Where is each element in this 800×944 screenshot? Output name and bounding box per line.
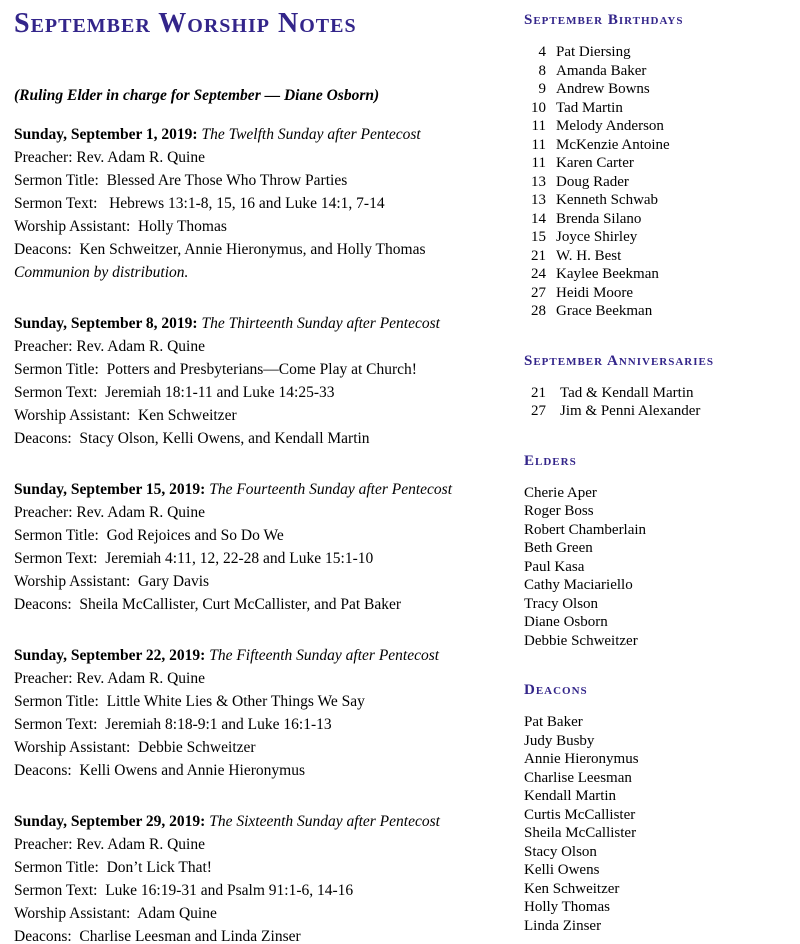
birthday-row	[524, 210, 786, 229]
deacon-name: Ken Schweitzer	[524, 880, 620, 897]
deacon-name: Judy Busby	[524, 732, 595, 749]
anniversary-name: Tad & Kendall Martin	[560, 384, 694, 401]
birthday-day: 14	[531, 210, 546, 227]
deacon-name: Kendall Martin	[524, 788, 617, 804]
service-deacons: Deacons: Kelli Owens and Annie Hieronymus	[14, 762, 305, 779]
deacon-name: Curtis McCallister	[524, 806, 636, 823]
service-sermon-text: Sermon Text: Jeremiah 8:18-9:1 and Luke 16:1-13	[14, 716, 332, 733]
deacon-name: Kelli Owens	[524, 862, 600, 878]
service-sermon-title: Sermon Title: Little White Lies & Other Things We Say	[14, 693, 365, 710]
service-sermon-title: Sermon Title: God Rejoices and So Do We	[14, 527, 284, 544]
deacon-name: Linda Zinser	[524, 917, 602, 934]
birthday-name: Andrew Bowns	[556, 81, 650, 97]
service-heading	[14, 123, 512, 146]
birthday-name: Kenneth Schwab	[556, 192, 659, 208]
birthday-name: McKenzie Antoine	[556, 136, 670, 153]
birthday-row	[524, 62, 786, 81]
service-sermon-text: Sermon Text: Jeremiah 18:1-11 and Luke 14:25-33	[14, 384, 335, 401]
birthday-day: 10	[531, 99, 546, 116]
service-deacons: Deacons: Sheila McCallister, Curt McCallister, and Pat Baker	[14, 596, 402, 613]
service-entry	[14, 478, 512, 616]
service-heading	[14, 644, 512, 667]
birthdays-list	[524, 43, 786, 321]
anniversaries-heading: September Anniversaries	[524, 352, 714, 369]
service-date: Sunday, September 8, 2019:	[14, 315, 198, 332]
birthday-row	[524, 284, 786, 303]
birthdays-heading: September Birthdays	[524, 12, 684, 28]
birthday-name: Tad Martin	[556, 99, 623, 116]
elder-name: Diane Osborn	[524, 614, 608, 630]
anniversary-row	[524, 402, 786, 421]
service-sermon-text: Sermon Text: Luke 16:19-31 and Psalm 91:1-6, 14-16	[14, 882, 354, 899]
page-title: September Worship Notes	[14, 8, 357, 39]
birthday-day: 4	[538, 44, 546, 60]
birthday-row	[524, 80, 786, 99]
service-heading	[14, 810, 512, 833]
birthday-day: 15	[531, 229, 546, 245]
birthday-name: Amanda Baker	[556, 62, 647, 79]
service-date: Sunday, September 1, 2019:	[14, 126, 198, 143]
deacon-name: Charlise Leesman	[524, 769, 632, 786]
birthday-day: 8	[538, 62, 546, 79]
birthday-row	[524, 173, 786, 192]
birthday-name: Heidi Moore	[556, 284, 634, 301]
service-sermon-title: Sermon Title: Potters and Presbyterians—Come Play at Church!	[14, 361, 417, 378]
birthday-day: 11	[531, 136, 546, 153]
service-preacher: Preacher: Rev. Adam R. Quine	[14, 338, 205, 355]
service-worship-assistant: Worship Assistant: Debbie Schweitzer	[14, 739, 256, 756]
service-entry	[14, 312, 512, 450]
birthday-name: Grace Beekman	[556, 303, 653, 319]
birthday-name: Brenda Silano	[556, 210, 642, 227]
service-worship-assistant: Worship Assistant: Holly Thomas	[14, 218, 227, 235]
anniversary-day: 21	[531, 384, 546, 401]
service-sermon-text: Sermon Text: Hebrews 13:1-8, 15, 16 and Luke 14:1, 7-14	[14, 195, 385, 212]
service-date: Sunday, September 22, 2019:	[14, 647, 206, 664]
service-worship-assistant: Worship Assistant: Gary Davis	[14, 573, 210, 590]
elder-name: Debbie Schweitzer	[524, 632, 638, 649]
birthday-row	[524, 117, 786, 136]
service-heading	[14, 312, 512, 335]
deacon-name: Pat Baker	[524, 714, 583, 730]
deacons-heading: Deacons	[524, 682, 588, 698]
worship-notes-column	[14, 8, 512, 944]
sidebar-column	[524, 8, 786, 936]
deacon-name: Holly Thomas	[524, 899, 610, 915]
deacons-list	[524, 713, 786, 935]
service-deacons: Deacons: Stacy Olson, Kelli Owens, and Kendall Martin	[14, 430, 370, 447]
service-preacher: Preacher: Rev. Adam R. Quine	[14, 836, 205, 853]
service-sermon-text: Sermon Text: Jeremiah 4:11, 12, 22-28 and Luke 15:1-10	[14, 550, 374, 567]
elders-list	[524, 484, 786, 651]
birthday-day: 21	[531, 247, 546, 264]
elder-name: Tracy Olson	[524, 595, 599, 612]
anniversary-day: 27	[531, 403, 546, 419]
elder-name: Cherie Aper	[524, 484, 597, 501]
elder-name: Beth Green	[524, 540, 593, 556]
service-date: Sunday, September 15, 2019:	[14, 481, 206, 498]
elder-name: Paul Kasa	[524, 558, 585, 575]
birthday-name: Melody Anderson	[556, 118, 664, 134]
anniversary-name: Jim & Penni Alexander	[560, 403, 701, 419]
birthday-row	[524, 191, 786, 210]
elder-name: Robert Chamberlain	[524, 521, 647, 538]
service-deacons: Deacons: Ken Schweitzer, Annie Hieronymus, and Holly Thomas	[14, 241, 426, 258]
service-sermon-title: Sermon Title: Don’t Lick That!	[14, 859, 212, 876]
service-preacher: Preacher: Rev. Adam R. Quine	[14, 149, 205, 166]
birthday-day: 27	[531, 284, 546, 301]
birthday-day: 11	[531, 118, 546, 134]
elder-name: Cathy Maciariello	[524, 577, 633, 593]
birthday-row	[524, 247, 786, 266]
birthday-row	[524, 99, 786, 118]
service-worship-assistant: Worship Assistant: Adam Quine	[14, 905, 217, 922]
ruling-elder-note: (Ruling Elder in charge for September — Diane Osborn)	[14, 87, 380, 104]
birthday-row	[524, 43, 786, 62]
service-entry	[14, 644, 512, 782]
birthday-row	[524, 154, 786, 173]
birthday-row	[524, 136, 786, 155]
birthday-day: 11	[531, 155, 546, 171]
service-communion-note: Communion by distribution.	[14, 264, 189, 281]
deacon-name: Annie Hieronymus	[524, 751, 639, 767]
service-deacons: Deacons: Charlise Leesman and Linda Zinser	[14, 928, 301, 944]
service-sunday-name: The Sixteenth Sunday after Pentecost	[209, 813, 440, 830]
service-preacher: Preacher: Rev. Adam R. Quine	[14, 504, 205, 521]
birthday-name: Pat Diersing	[556, 44, 631, 60]
anniversaries-list	[524, 384, 786, 421]
deacon-name: Stacy Olson	[524, 843, 597, 860]
anniversary-row	[524, 384, 786, 403]
birthday-row	[524, 228, 786, 247]
birthday-day: 9	[538, 81, 546, 97]
birthday-day: 24	[531, 266, 546, 282]
birthday-day: 13	[531, 192, 546, 208]
services-list	[14, 123, 512, 944]
service-worship-assistant: Worship Assistant: Ken Schweitzer	[14, 407, 237, 424]
birthday-row	[524, 265, 786, 284]
service-sunday-name: The Fifteenth Sunday after Pentecost	[209, 647, 440, 664]
service-preacher: Preacher: Rev. Adam R. Quine	[14, 670, 205, 687]
deacon-name: Sheila McCallister	[524, 825, 637, 841]
birthday-day: 28	[531, 303, 546, 319]
service-sunday-name: The Fourteenth Sunday after Pentecost	[209, 481, 452, 498]
birthday-name: Doug Rader	[556, 173, 629, 190]
elder-name: Roger Boss	[524, 503, 594, 519]
service-entry	[14, 810, 512, 944]
service-sunday-name: The Thirteenth Sunday after Pentecost	[201, 315, 440, 332]
service-entry	[14, 123, 512, 284]
birthday-day: 13	[531, 173, 546, 190]
birthday-name: W. H. Best	[556, 247, 622, 264]
service-date: Sunday, September 29, 2019:	[14, 813, 206, 830]
elders-heading: Elders	[524, 452, 577, 469]
birthday-name: Kaylee Beekman	[556, 266, 659, 282]
birthday-row	[524, 302, 786, 321]
birthday-name: Karen Carter	[556, 155, 634, 171]
birthday-name: Joyce Shirley	[556, 229, 638, 245]
service-heading	[14, 478, 512, 501]
service-sermon-title: Sermon Title: Blessed Are Those Who Throw Parties	[14, 172, 348, 189]
service-sunday-name: The Twelfth Sunday after Pentecost	[201, 126, 421, 143]
